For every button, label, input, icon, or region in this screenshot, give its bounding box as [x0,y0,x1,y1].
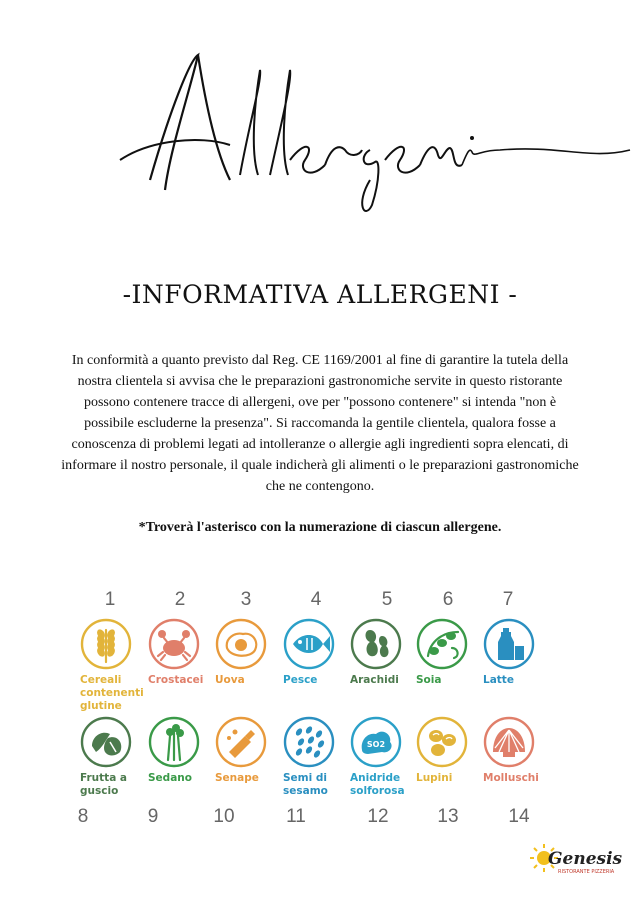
milk-icon [483,618,535,670]
allergen-label: Anidride solforosa [350,772,405,797]
nuts-icon [80,716,132,768]
allergen-label: Uova [215,674,245,686]
logo-tagline: RISTORANTE PIZZERIA [558,869,615,875]
svg-text:SO2: SO2 [366,740,386,749]
allergen-label: Semi di sesamo [283,772,328,797]
genesis-logo [530,840,630,880]
script-title [0,30,640,220]
allergen-number: 7 [502,589,514,610]
allergen-label: Arachidi [350,674,399,686]
allergen-label: Sedano [148,772,192,784]
allergen-item [483,618,563,687]
wheat-icon [80,618,132,670]
allergen-number: 14 [508,806,530,827]
allergen-label: Crostacei [148,674,204,686]
allergen-label: Soia [416,674,442,686]
allergen-number: 6 [442,589,454,610]
allergen-number: 2 [174,589,186,610]
allergen-number: 11 [286,806,306,827]
allergen-label: Senape [215,772,259,784]
allergen-label: Molluschi [483,772,539,784]
mustard-icon [215,716,267,768]
logo-name: Genesis [548,849,623,869]
allergen-label: Frutta a guscio [80,772,128,797]
sesame-icon [283,716,335,768]
celery-icon [148,716,200,768]
allergen-number: 4 [310,589,322,610]
allergen-number: 3 [240,589,252,610]
asterisk-note: *Troverà l'asterisco con la numerazione di ciascun allergene. [138,520,502,535]
allergen-number: 9 [147,806,159,827]
page-title: -INFORMATIVA ALLERGENI - [122,280,518,309]
crab-icon [148,618,200,670]
soy-icon [416,618,468,670]
shell-icon [483,716,535,768]
allergen-number: 1 [104,589,116,610]
allergen-number: 10 [213,806,235,827]
allergen-number: 5 [381,589,393,610]
allergen-label: Latte [483,674,514,686]
lupin-icon [416,716,468,768]
egg-icon [215,618,267,670]
allergen-number: 13 [437,806,459,827]
intro-paragraph: In conformità a quanto previsto dal Reg. CE 1169/2001 al fine di garantire la tutela della nostra clientela si avvisa che le preparazioni gastronomiche servite in questo ristorante possono contenere tracce di allergeni, ove per "possono contenere" si intenda "non è possibile escluderne la presenza". Si raccomanda la gentile clientela, qualora fosse a conoscenza di problemi legati ad intolleranze o allergie agli ingredienti sopra elencati, di informare il nostro personale, il quale indicherà gli alimenti o le preparazioni gastronomiche che ne contengono. [61,353,579,494]
allergen-label: Lupini [416,772,453,784]
allergen-item [483,716,563,785]
fish-icon [283,618,335,670]
allergen-number: 8 [77,806,89,827]
allergen-number: 12 [367,806,389,827]
script-title-text: Allergeni [0,30,5,31]
peanut-icon [350,618,402,670]
sulphite-icon [350,716,402,768]
allergen-label: Cereali contenenti glutine [80,674,144,712]
allergen-label: Pesce [283,674,318,686]
